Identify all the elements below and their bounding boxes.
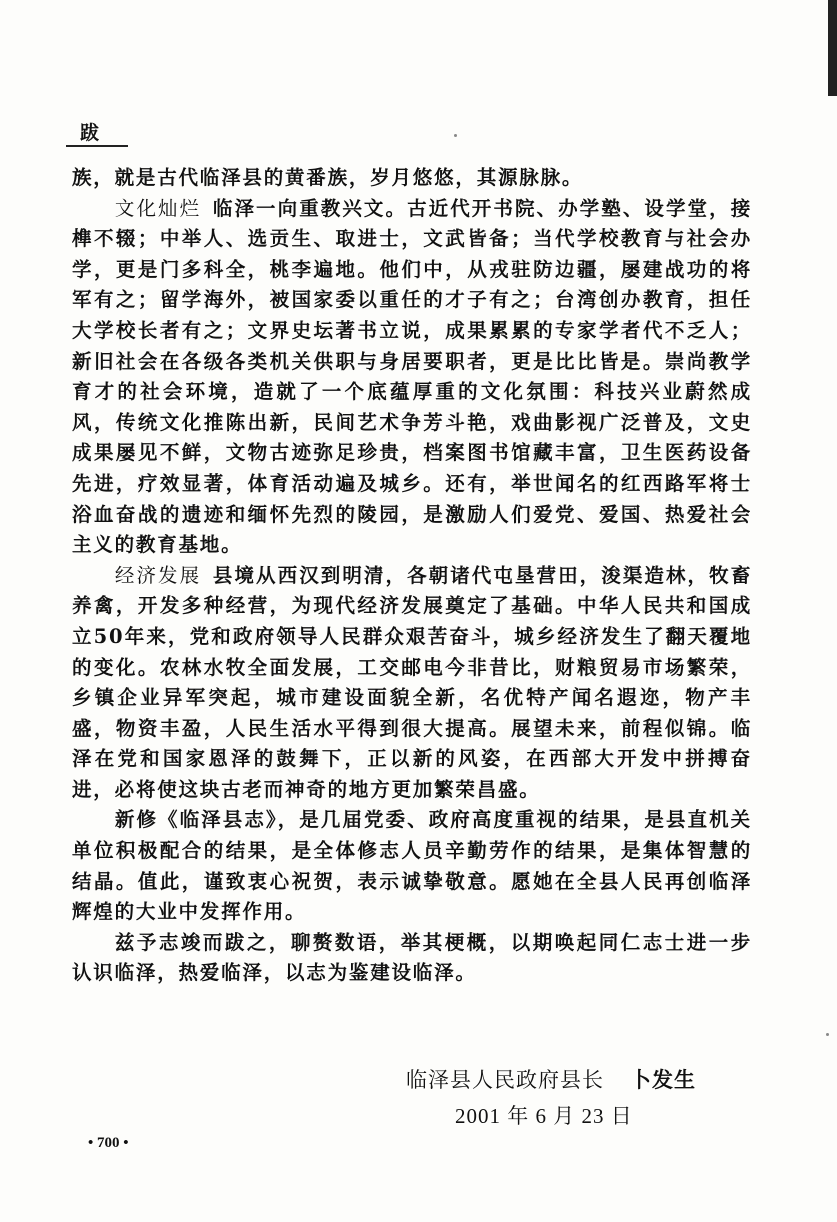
scan-edge-mark xyxy=(828,0,837,96)
signature-date: 2001 年 6 月 23 日 xyxy=(455,1104,633,1128)
signatory-title: 临泽县人民政府县长 xyxy=(406,1068,604,1092)
title-underline xyxy=(66,145,128,147)
signature-line xyxy=(406,1064,696,1094)
scan-speck xyxy=(826,1033,829,1036)
economy-text: 县境从西汉到明清，各朝诸代屯垦营田，浚渠造林，牧畜养禽，开发多种经营，为现代经济发展奠定了基础。中华人民共和国成立50年来，党和政府领导人民群众艰苦奋斗，城乡经济发生了翻天覆地的变化。农林水牧全面发展，工交邮电今非昔比，财粮贸易市场繁荣，乡镇企业异军突起，城市建设面貌全新，名优特产闻名遐迩，物产丰盛，物资丰盈，人民生活水平得到很大提高。展望未来，前程似锦。临泽在党和国家恩泽的鼓舞下，正以新的风姿，在西部大开发中拼搏奋进，必将使这块古老而神奇的地方更加繁荣昌盛。 xyxy=(72,563,752,801)
page-number: • 700 • xyxy=(88,1135,129,1151)
culture-text: 临泽一向重教兴文。古近代开书院、办学塾、设学堂，接榫不辍；中举人、选贡生、取进士，文武皆备；当代学校教育与社会办学，更是门多科全，桃李遍地。他们中，从戎驻防边疆，屡建战功的将军有之；留学海外，被国家委以重任的才子有之；台湾创办教育，担任大学校长者有之；文界史坛著书立说，成果累累的专家学者代不乏人；新旧社会在各级各类机关供职与身居要职者，更是比比皆是。崇尚教学育才的社会环境，造就了一个底蕴厚重的文化氛围：科技兴业蔚然成风，传统文化推陈出新，民间艺术争芳斗艳，戏曲影视广泛普及，文史成果屡见不鲜，文物古迹弥足珍贵，档案图书馆藏丰富，卫生医药设备先进，疗效显著，体育活动遍及城乡。还有，举世闻名的红西路军将士浴血奋战的遗迹和缅怀先烈的陵园，是激励人们爱党、爱国、热爱社会主义的教育基地。 xyxy=(72,196,752,557)
paragraph-economy xyxy=(72,561,752,806)
paragraph-new-gazetteer: 新修《临泽县志》，是几届党委、政府高度重视的结果，是县直机关单位积极配合的结果，是全体修志人员辛勤劳作的结果，是集体智慧的结晶。值此，谨致衷心祝贺，表示诚挚敬意。愿她在全县人民再创临泽辉煌的大业中发挥作用。 xyxy=(72,808,752,924)
economy-heading: 经济发展 xyxy=(114,563,202,587)
scan-speck xyxy=(454,134,457,137)
body-text xyxy=(72,163,752,989)
paragraph-culture xyxy=(72,194,752,561)
signatory-name: 卜发生 xyxy=(630,1068,696,1092)
section-title: 跋 xyxy=(80,122,102,144)
paragraph-closing: 兹予志竣而跋之，聊赘数语，举其梗概，以期唤起同仁志士进一步认识临泽，热爱临泽，以志为鉴建设临泽。 xyxy=(72,930,752,985)
culture-heading: 文化灿烂 xyxy=(114,196,202,220)
paragraph-continuation: 族，就是古代临泽县的黄番族，岁月悠悠，其源脉脉。 xyxy=(72,166,584,189)
